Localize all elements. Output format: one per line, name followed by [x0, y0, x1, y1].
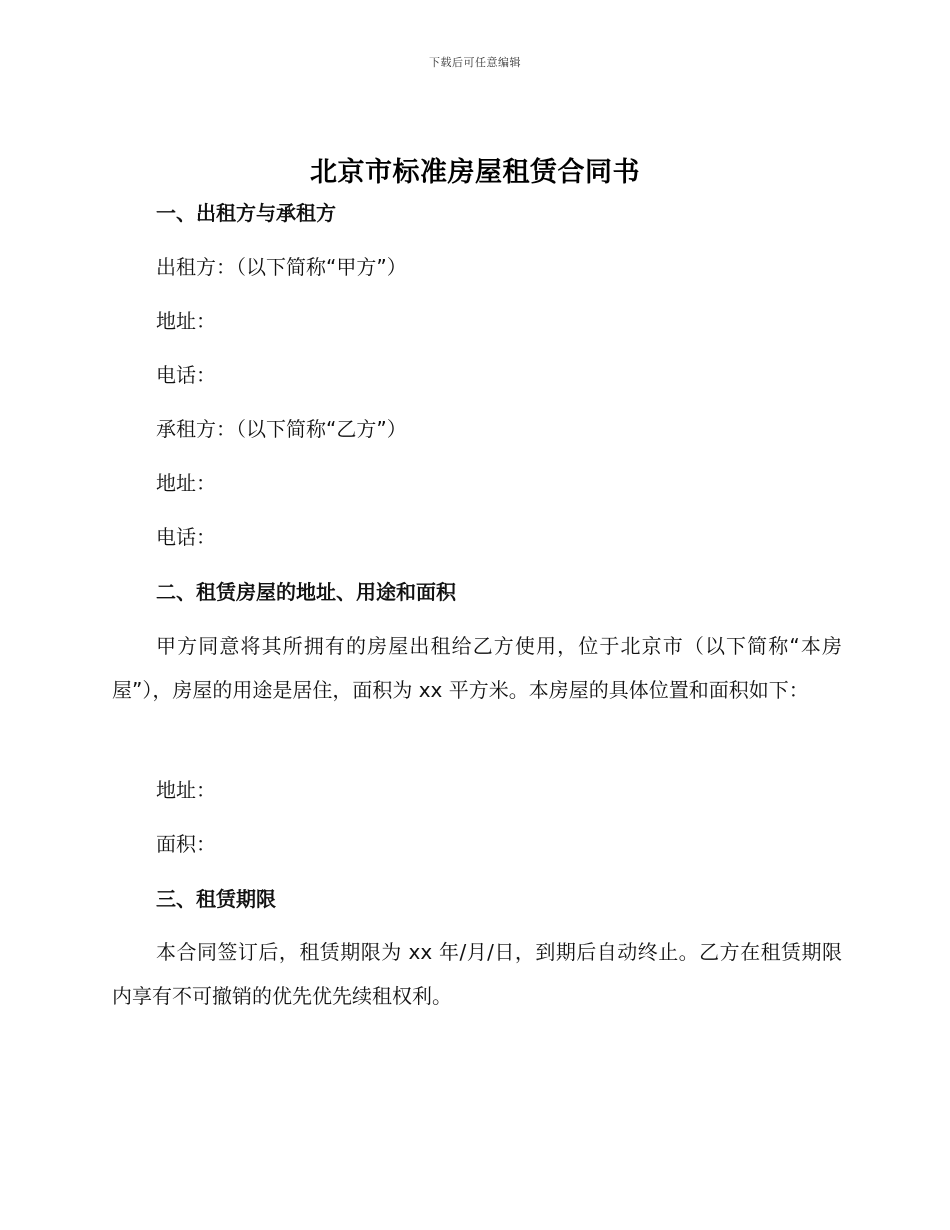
- section-heading-parties: 一、出租方与承租方: [156, 201, 336, 225]
- property-area-line: 面积：: [156, 832, 216, 856]
- term-paragraph: 本合同签订后，租赁期限为 xx 年/月/日，到期后自动终止。乙方在租赁期限内享有不可撤销的优先优先续租权利。: [112, 940, 842, 1008]
- lessor-line: 出租方：（以下简称“甲方”）: [156, 255, 407, 279]
- section-heading-term: 三、租赁期限: [156, 887, 276, 911]
- header-note: 下载后可任意编辑: [429, 56, 521, 69]
- lessee-address-line: 地址：: [156, 471, 216, 495]
- property-paragraph: 甲方同意将其所拥有的房屋出租给乙方使用，位于北京市（以下简称“本房屋”），房屋的用途是居住，面积为 xx 平方米。本房屋的具体位置和面积如下：: [112, 634, 842, 702]
- property-address-line: 地址：: [156, 778, 216, 802]
- lessor-address-line: 地址：: [156, 309, 216, 333]
- lessee-line: 承租方：（以下简称“乙方”）: [156, 417, 407, 441]
- section-heading-property: 二、租赁房屋的地址、用途和面积: [156, 580, 456, 604]
- lessor-phone-line: 电话：: [156, 363, 216, 387]
- document-title: 北京市标准房屋租赁合同书: [310, 157, 640, 188]
- lessee-phone-line: 电话：: [156, 525, 216, 549]
